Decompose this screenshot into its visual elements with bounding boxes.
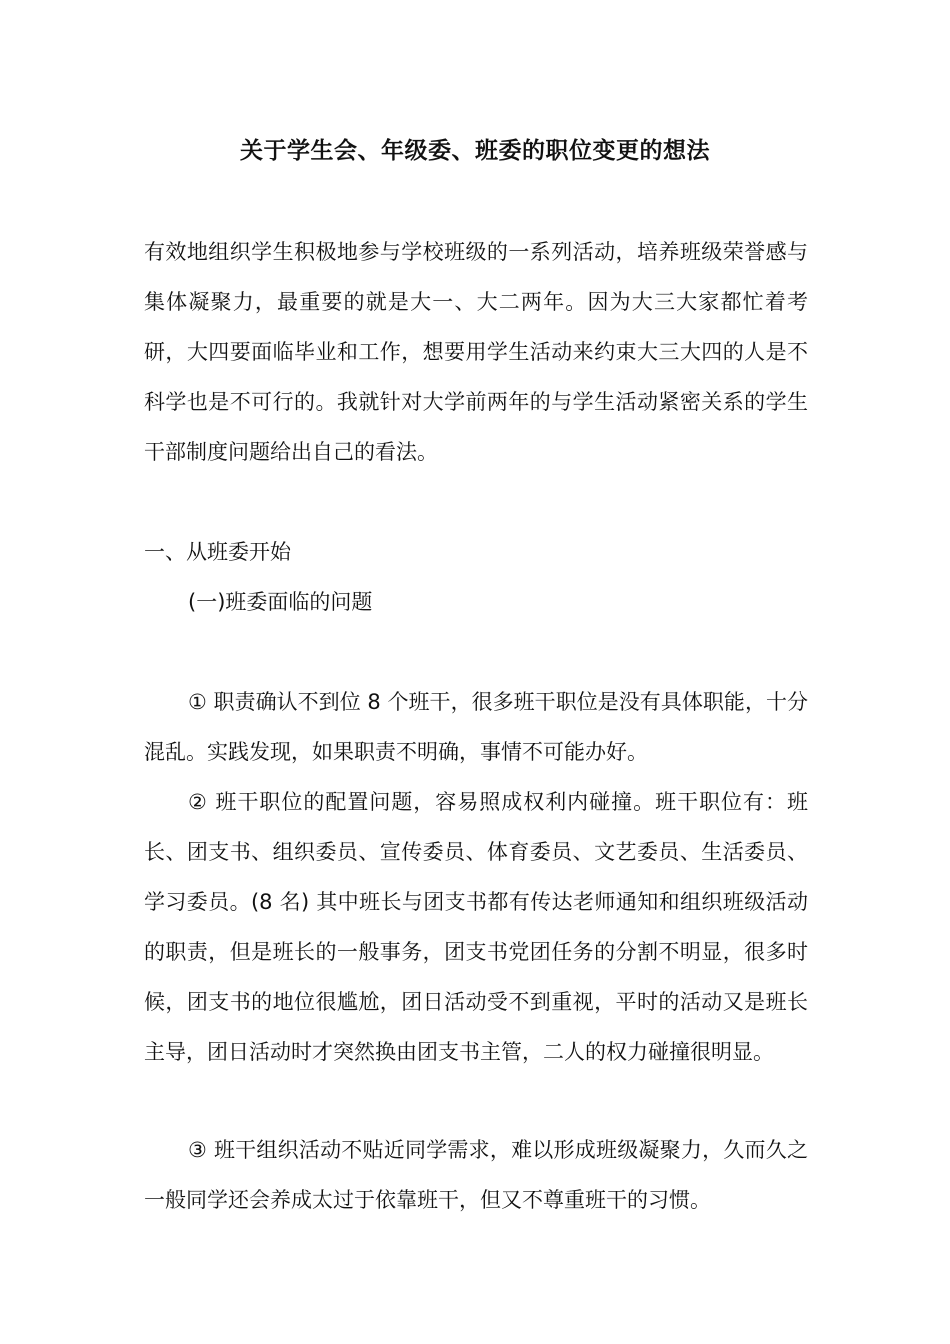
point-paragraph-3: ③ 班干组织活动不贴近同学需求，难以形成班级凝聚力，久而久之一般同学还会养成太过于依靠班干，但又不尊重班干的习惯。	[144, 1138, 808, 1212]
point-paragraph-1: ① 职责确认不到位 8 个班干，很多班干职位是没有具体职能，十分混乱。实践发现，如果职责不明确，事情不可能办好。	[144, 690, 808, 764]
intro-paragraph: 有效地组织学生积极地参与学校班级的一系列活动，培养班级荣誉感与集体凝聚力，最重要的就是大一、大二两年。因为大三大家都忙着考研，大四要面临毕业和工作，想要用学生活动来约束大三大四的人是不科学也是不可行的。我就针对大学前两年的与学生活动紧密关系的学生干部制度问题给出自己的看法。	[144, 240, 808, 464]
section-heading: 一、从班委开始	[144, 540, 291, 564]
document-title: 关于学生会、年级委、班委的职位变更的想法	[240, 138, 710, 164]
point-paragraph-2: ② 班干职位的配置问题，容易照成权利内碰撞。班干职位有：班长、团支书、组织委员、宣传委员、体育委员、文艺委员、生活委员、学习委员。(8 名) 其中班长与团支书都有传达老师通知和组织班级活动的职责，但是班长的一般事务，团支书党团任务的分割不明显，很多时候，团支书的地位很尴尬，团日活动受不到重视，平时的活动又是班长主导，团日活动时才突然换由团支书主管，二人的权力碰撞很明显。	[144, 790, 808, 1064]
subsection-heading: (一)班委面临的问题	[188, 590, 373, 614]
